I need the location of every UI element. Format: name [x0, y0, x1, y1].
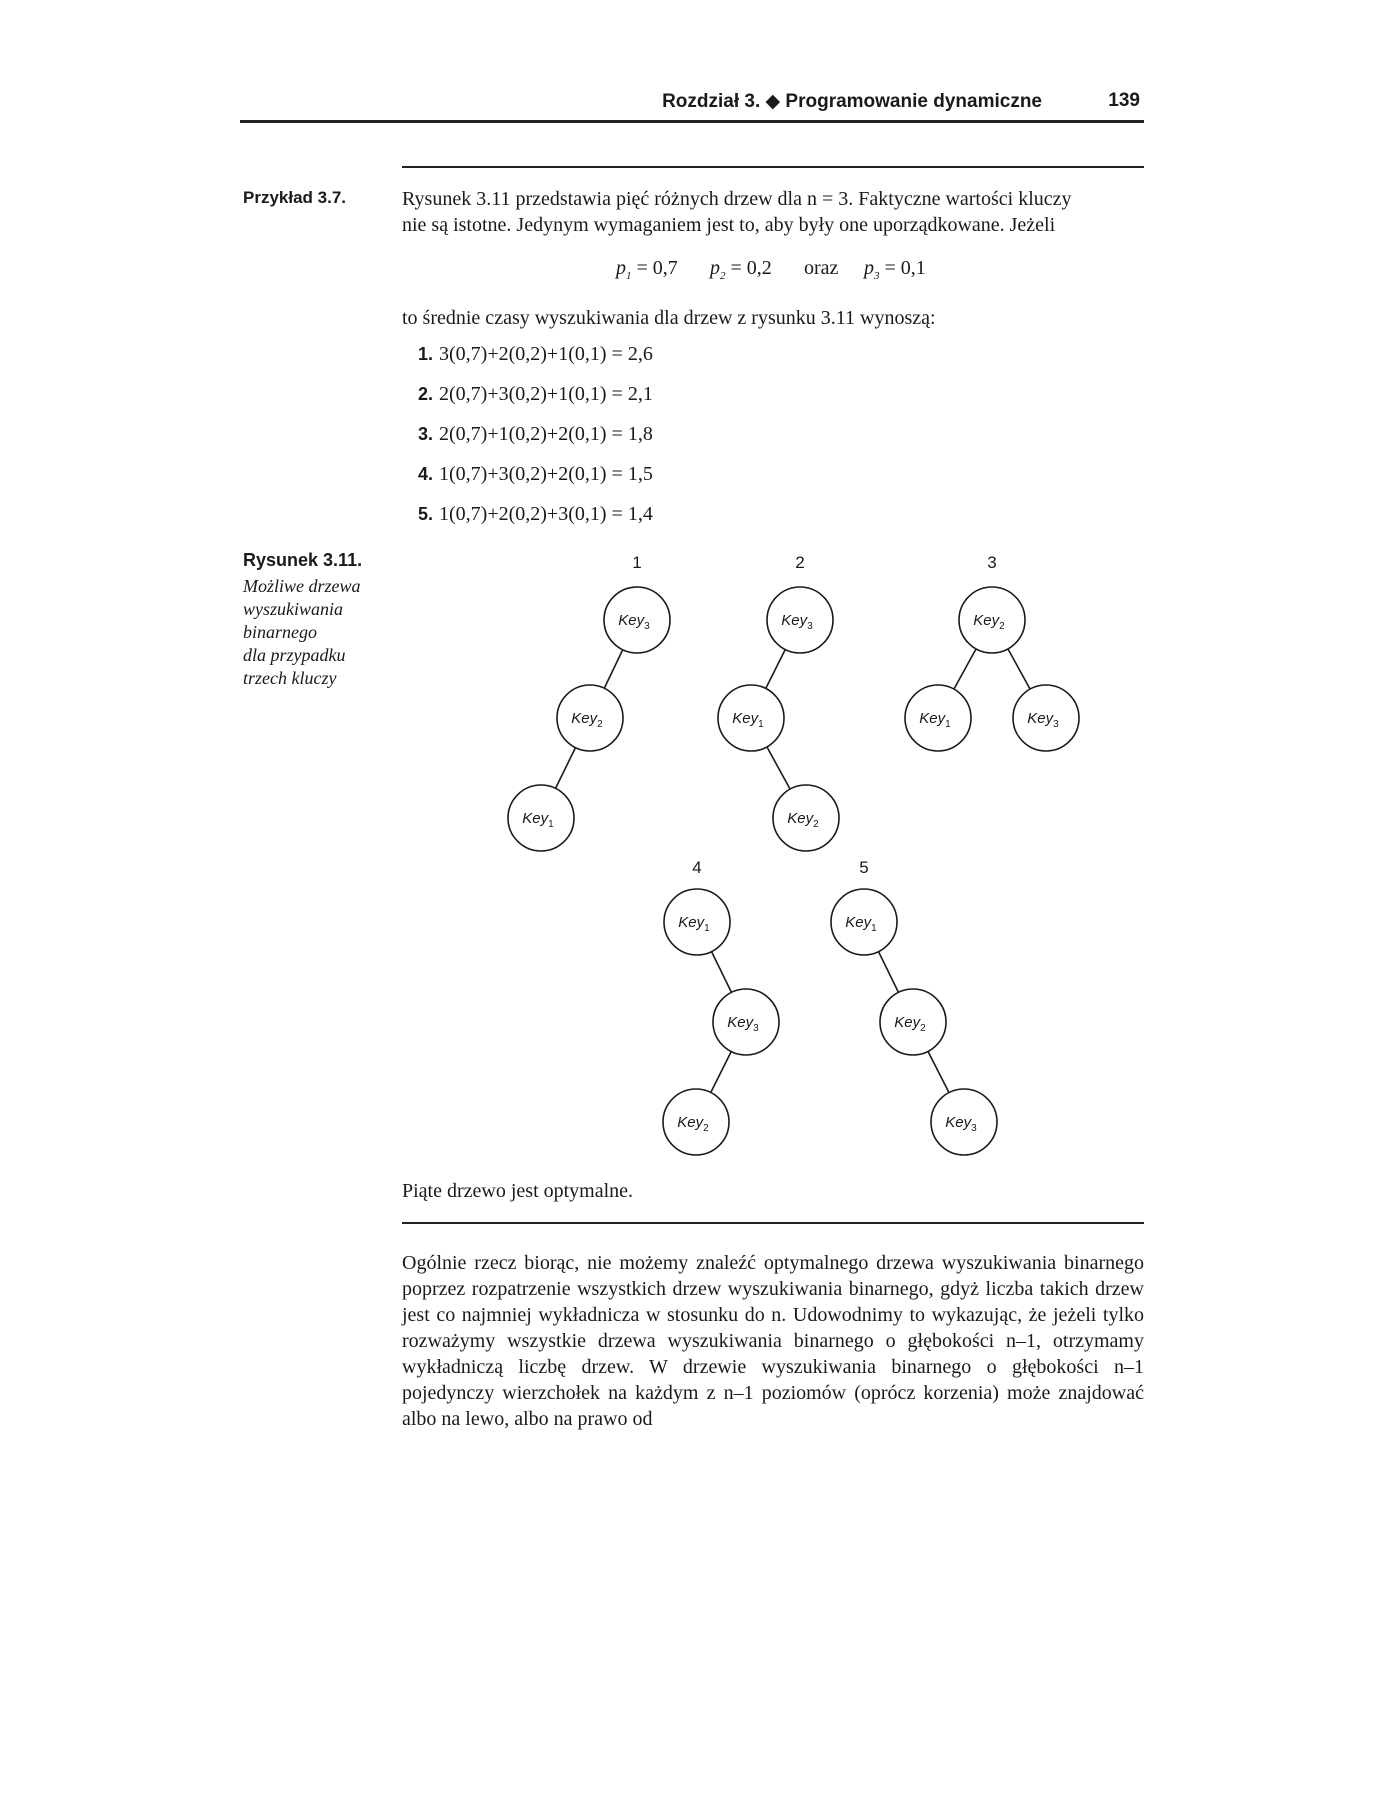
formula-p3: $p_3 = 0,1$: [864, 257, 926, 282]
example-label: Przykład 3.7.: [243, 188, 347, 207]
tree-4: [663, 858, 779, 1155]
formula-connector: oraz: [804, 257, 839, 279]
tree-edge: [556, 748, 576, 789]
list-item: 1. 3(0,7)+2(0,2)+1(0,1) = 2,6: [418, 343, 653, 365]
tree-number-label: 1: [632, 553, 642, 572]
example-bottom-rule: [402, 1222, 1144, 1224]
figure-summary: Piąte drzewo jest optymalne.: [402, 1180, 634, 1202]
tree-edge: [954, 649, 976, 689]
list-item: 3. 2(0,7)+1(0,2)+2(0,1) = 1,8: [418, 423, 653, 445]
tree-edge: [766, 650, 785, 689]
page-number: 139: [1108, 90, 1140, 111]
tree-edge: [1008, 649, 1030, 689]
node-label: Key$_2$: [787, 810, 819, 830]
formula-p2: $p_2 = 0,2$: [710, 257, 772, 282]
figure-caption: Możliwe drzewa wyszukiwania binarnego dla przypadku trzech kluczy: [243, 576, 361, 688]
list-item: 2. 2(0,7)+3(0,2)+1(0,1) = 2,1: [418, 383, 653, 405]
tree-number-label: 3: [987, 553, 997, 572]
node-label: Key$_2$: [894, 1014, 926, 1034]
tree-edge: [767, 747, 790, 789]
tree-3: [905, 553, 1079, 751]
tree-edge: [879, 952, 899, 993]
example-intro: to średnie czasy wyszukiwania dla drzew z rysunku 3.11 wynoszą:: [402, 307, 936, 329]
node-label: Key$_3$: [781, 612, 813, 632]
node-label: Key$_3$: [945, 1114, 977, 1134]
body-paragraph: Ogólnie rzecz biorąc, nie możemy znaleźć optymalnego drzewa wyszukiwania binarnego poprzez rozpatrzenie wszystkich drzew wyszukiwania binarnego, gdyż liczba takich drzew jest co najmniej wykładnicza w stosunku do n. Udowodnimy to wykazując, że jeżeli tylko rozważymy wszystkie drzewa wyszukiwania binarnego o głębokości n–1, otrzymamy wykładniczą liczbę drzew. W drzewie wyszukiwania binarnego o głębokości n–1 pojedynczy wierzchołek na każdym z n–1 poziomów (oprócz korzenia) może znajdować albo na lewo, albo na prawo od: [402, 1252, 1144, 1430]
node-label: Key$_3$: [618, 612, 650, 632]
chapter-title: Rozdział 3. ◆ Programowanie dynamiczne: [662, 91, 1042, 112]
tree-number-label: 5: [859, 858, 869, 877]
node-label: Key$_3$: [727, 1014, 759, 1034]
list-item: 5. 1(0,7)+2(0,2)+3(0,1) = 1,4: [418, 503, 653, 525]
tree-1: [508, 553, 670, 851]
node-label: Key$_1$: [522, 810, 554, 830]
example-text-line-2: nie są istotne. Jedynym wymaganiem jest to, aby były one uporządkowane. Jeżeli: [402, 214, 1056, 236]
tree-2: [718, 553, 839, 851]
node-label: Key$_2$: [571, 710, 603, 730]
figure-label: Rysunek 3.11.: [243, 550, 363, 570]
example-text-line-1: Rysunek 3.11 przedstawia pięć różnych drzew dla n = 3. Faktyczne wartości kluczy: [402, 188, 1072, 210]
tree-edge: [711, 1052, 731, 1093]
tree-5: [831, 858, 997, 1155]
node-label: Key$_2$: [973, 612, 1005, 632]
node-label: Key$_3$: [1027, 710, 1059, 730]
list-item: 4. 1(0,7)+3(0,2)+2(0,1) = 1,5: [418, 463, 653, 485]
node-label: Key$_1$: [845, 914, 877, 934]
node-label: Key$_1$: [919, 710, 951, 730]
node-label: Key$_1$: [678, 914, 710, 934]
tree-number-label: 2: [795, 553, 805, 572]
tree-edge: [928, 1051, 949, 1092]
tree-edge: [604, 650, 622, 688]
tree-number-label: 4: [692, 858, 702, 877]
formula-p1: $p_1 = 0,7$: [616, 257, 678, 282]
tree-edge: [712, 952, 732, 993]
node-label: Key$_1$: [732, 710, 764, 730]
node-label: Key$_2$: [677, 1114, 709, 1134]
